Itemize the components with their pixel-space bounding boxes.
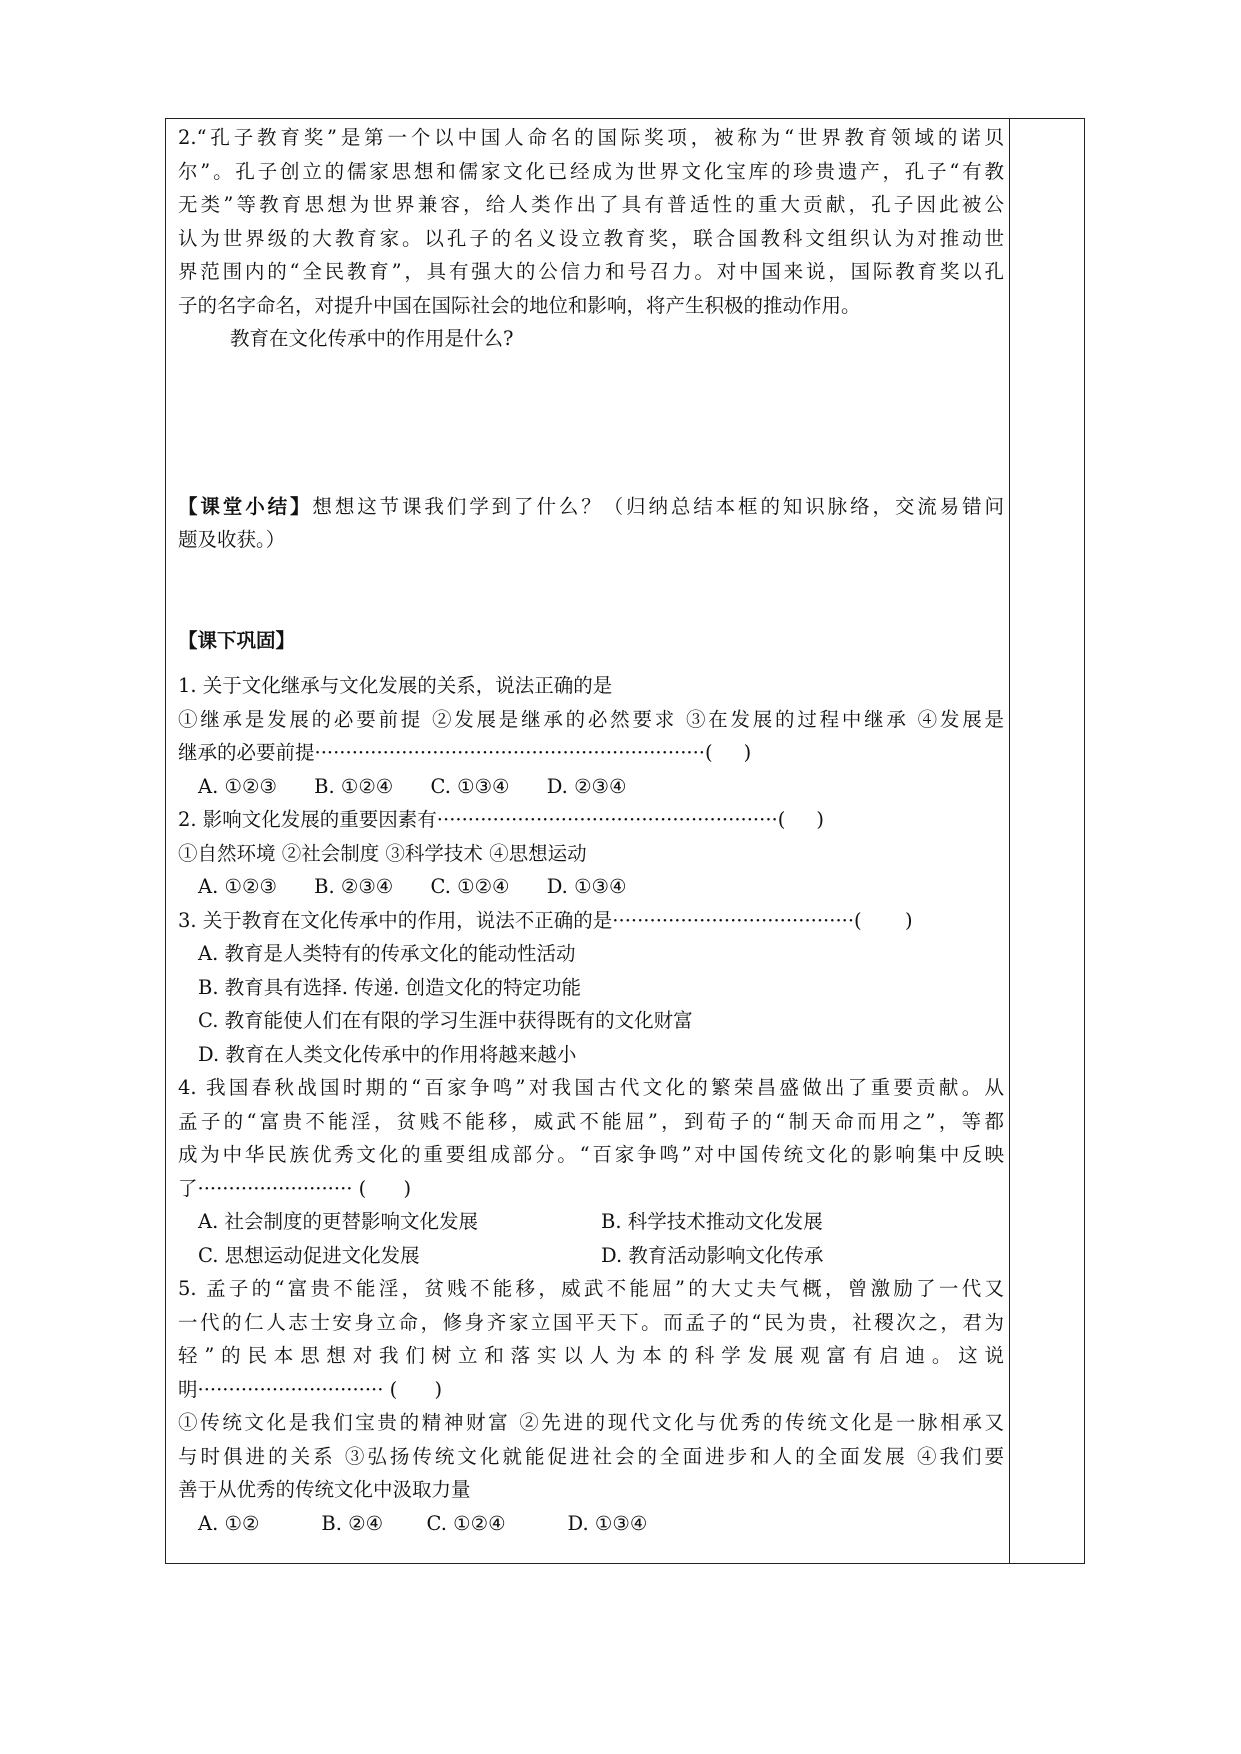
passage-line: 2.“孔子教育奖”是第一个以中国人命名的国际奖项，被称为“世界教育领域的诺贝 [178, 126, 1004, 149]
q4-option: D. 教育活动影响文化传承 [601, 1243, 824, 1267]
q4-option: B. 科学技术推动文化发展 [601, 1210, 823, 1233]
q4-options-row [178, 1239, 1004, 1273]
q2-options: A. ①②③ B. ②③④ C. ①②④ D. ①③④ [198, 875, 627, 898]
q3-option: D. 教育在人类文化传承中的作用将越来越小 [198, 1042, 577, 1066]
q4-line: 4. 我国春秋战国时期的“百家争鸣”对我国古代文化的繁荣昌盛做出了重要贡献。从 [178, 1076, 1004, 1099]
q4-line: 孟子的“富贵不能淫，贫贱不能移，威武不能屈”，到荀子的“制天命而用之”，等都 [178, 1109, 1004, 1133]
passage-question: 教育在文化传承中的作用是什么? [230, 327, 514, 350]
column-divider [1009, 118, 1010, 1564]
q5-options: A. ①② B. ②④ C. ①②④ D. ①③④ [198, 1511, 648, 1535]
q5-line: 轻”的民本思想对我们树立和落实以人为本的科学发展观富有启迪。这说 [178, 1344, 1004, 1367]
q1-line: 继承的必要前提·······························································( ) [178, 741, 752, 764]
q3-option: A. 教育是人类特有的传承文化的能动性活动 [198, 942, 576, 965]
q5-line: 明······························ ( ) [178, 1377, 443, 1401]
q1-options: A. ①②③ B. ①②④ C. ①③④ D. ②③④ [198, 774, 627, 798]
q4-line: 了························· ( ) [178, 1176, 412, 1200]
q3-option: B. 教育具有选择. 传递. 创造文化的特定功能 [198, 975, 582, 999]
q5-statement: ①传统文化是我们宝贵的精神财富 ②先进的现代文化与优秀的传统文化是一脉相承又 [178, 1411, 1004, 1434]
q1-line: ①继承是发展的必要前提 ②发展是继承的必然要求 ③在发展的过程中继承 ④发展是 [178, 707, 1004, 731]
worksheet-content [178, 121, 1004, 1540]
summary-heading: 【课堂小结】 [178, 494, 313, 518]
q1-stem: 1. 关于文化继承与文化发展的关系，说法正确的是 [178, 674, 613, 697]
q3-option: C. 教育能使人们在有限的学习生涯中获得既有的文化财富 [198, 1009, 693, 1032]
passage-line: 认为世界级的大教育家。以孔子的名义设立教育奖，联合国教科文组织认为对推动世 [178, 226, 1004, 250]
q2-line: ①自然环境 ②社会制度 ③科学技术 ④思想运动 [178, 841, 587, 865]
passage-line: 无类”等教育思想为世界兼容，给人类作出了具有普适性的重大贡献，孔子因此被公 [178, 193, 1004, 216]
practice-heading: 【课下巩固】 [178, 628, 296, 652]
passage-line: 子的名字命名，对提升中国在国际社会的地位和影响，将产生积极的推动作用。 [178, 293, 861, 317]
q4-line: 成为中华民族优秀文化的重要组成部分。“百家争鸣”对中国传统文化的影响集中反映 [178, 1143, 1004, 1166]
q4-option: A. 社会制度的更替影响文化发展 [198, 1210, 478, 1233]
q2-stem: 2. 影响文化发展的重要因素有·······················································( ) [178, 808, 824, 831]
q4-options-row [178, 1205, 1004, 1239]
q5-statement: 与时俱进的关系 ③弘扬传统文化就能促进社会的全面进步和人的全面发展 ④我们要 [178, 1444, 1004, 1468]
q5-line: 一代的仁人志士安身立命，修身齐家立国平天下。而孟子的“民为贵，社稷次之，君为 [178, 1310, 1004, 1334]
q4-option: C. 思想运动促进文化发展 [198, 1243, 420, 1267]
passage-line: 尔”。孔子创立的儒家思想和儒家文化已经成为世界文化宝库的珍贵遗产，孔子“有教 [178, 159, 1004, 183]
q5-line: 5. 孟子的“富贵不能淫，贫贱不能移，威武不能屈”的大丈夫气概，曾激励了一代又 [178, 1277, 1004, 1300]
q5-statement: 善于从优秀的传统文化中汲取力量 [178, 1478, 471, 1501]
summary-line [178, 490, 1004, 524]
summary-text: 想想这节课我们学到了什么？（归纳总结本框的知识脉络，交流易错问 [312, 494, 1004, 518]
passage-line: 界范围内的“全民教育”，具有强大的公信力和号召力。对中国来说，国际教育奖以孔 [178, 260, 1004, 283]
summary-text-line2: 题及收获。） [178, 528, 286, 551]
q3-stem: 3. 关于教育在文化传承中的作用，说法不正确的是·······································( ) [178, 908, 913, 932]
